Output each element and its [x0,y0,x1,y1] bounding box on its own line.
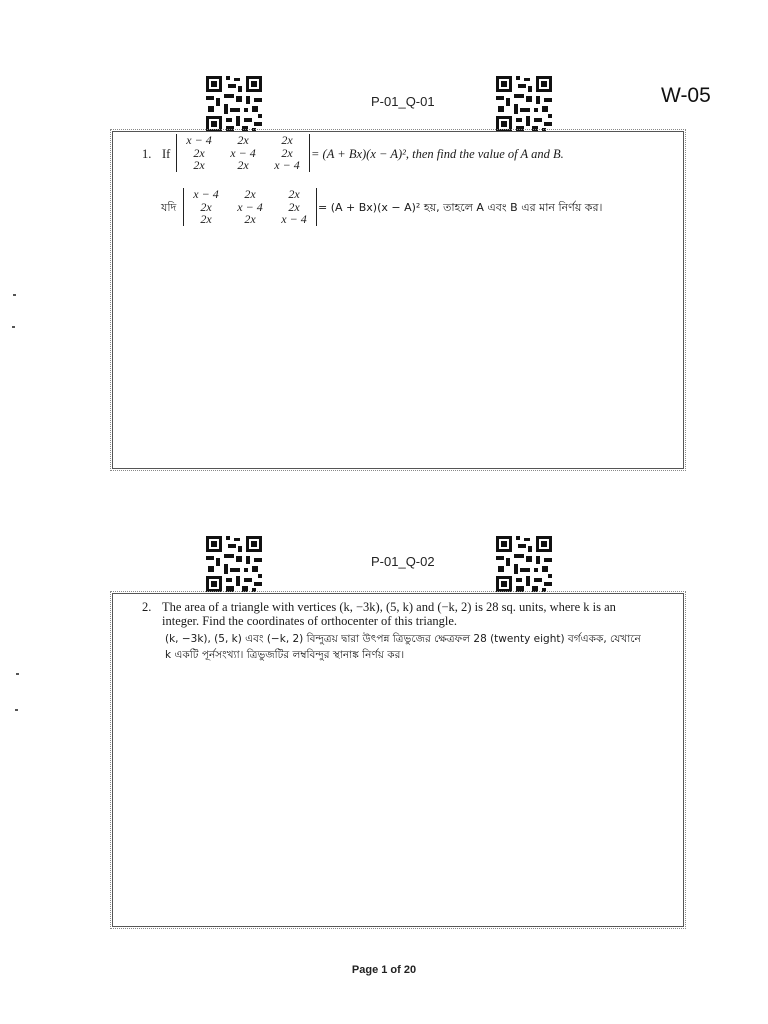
qr-code-right-q1 [494,74,554,134]
scan-speck [12,326,15,328]
question-code-q2: P-01_Q-02 [371,554,435,569]
determinant-bn: x − 4 2x 2x 2x x − 4 2x 2x 2x x − 4 [183,188,317,226]
question-text-en-line1: The area of a triangle with vertices (k, −3k), (5, k) and (−k, 2) is 28 sq. units, where k is an [162,600,616,614]
question-code-q1: P-01_Q-01 [371,94,435,109]
scan-speck [13,294,16,296]
question-lead-bn-q1: যদি [161,201,177,214]
question-text-bn-line1: (k, −3k), (5, k) এবং (−k, 2) বিন্দুত্রয় দ্বারা উৎপন্ন ত্রিভুজের ক্ষেত্রফল 28 (twenty eight) বর্গএকক, যেখানে [165,633,641,645]
qr-code-right-q2 [494,534,554,594]
determinant-en: x − 4 2x 2x 2x x − 4 2x 2x 2x x − 4 [176,134,310,172]
question-number-q2: 2. [142,600,152,614]
answer-box-q1[interactable] [112,131,684,469]
page-footer: Page 1 of 20 [351,964,417,976]
answer-box-q2[interactable] [112,593,684,927]
qr-code-left-q1 [204,74,264,134]
scan-speck [16,673,19,675]
question-text-en-line2: integer. Find the coordinates of orthocenter of this triangle. [162,614,458,628]
question-number-q1: 1. [142,147,152,161]
page-tag: W-05 [661,84,711,107]
question-text-bn-line2: k একটি পূর্নসংখ্যা। ত্রিভুজটির লম্ববিন্দুর স্থানাঙ্ক নির্ণয় কর। [165,649,405,661]
equation-rhs-en: = (A + Bx)(x − A)², then find the value of A and B. [311,147,564,161]
scan-speck [15,709,18,711]
question-lead-en-q1: If [162,147,171,161]
qr-code-left-q2 [204,534,264,594]
equation-rhs-bn: = (A + Bx)(x − A)² হয়, তাহলে A এবং B এর মান নির্ণয় কর। [318,201,603,214]
